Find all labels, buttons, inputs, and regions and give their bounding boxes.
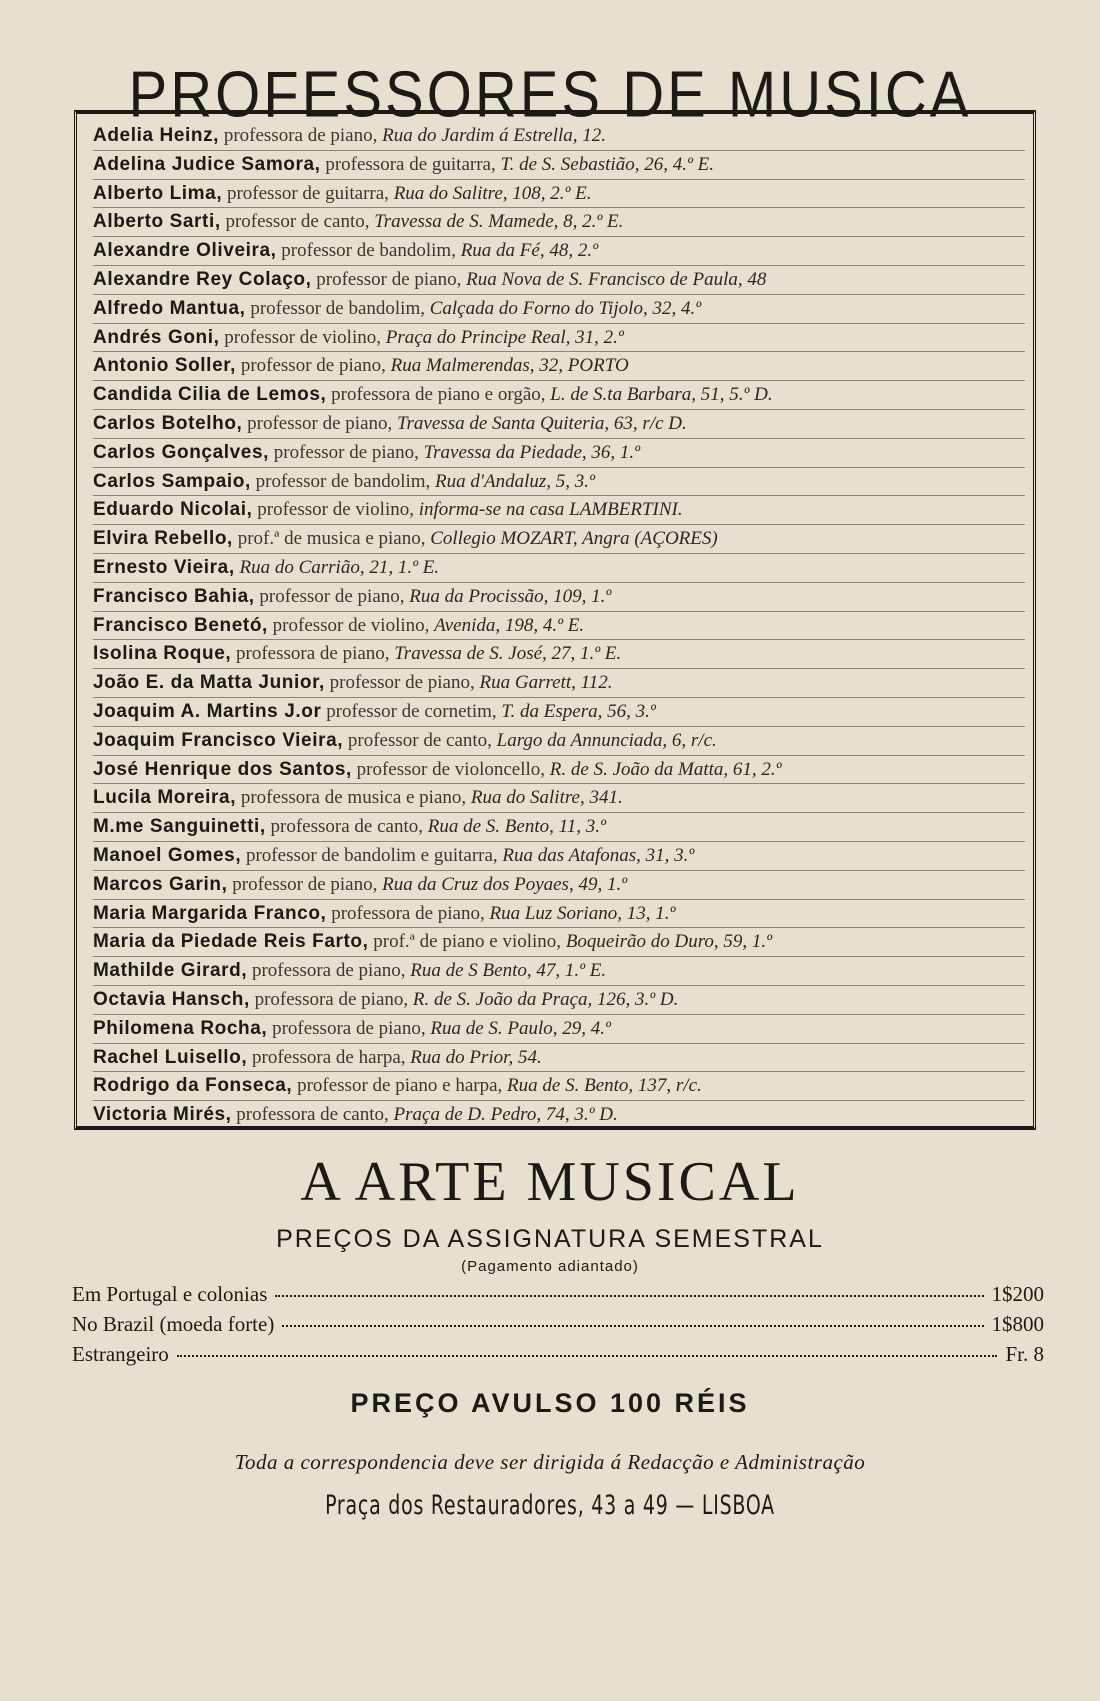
teacher-address: Praça de D. Pedro, 74, 3.º D. (393, 1104, 618, 1126)
teacher-role: professora de piano, (247, 960, 411, 982)
teacher-address: Rua Nova de S. Francisco de Paula, 48 (466, 268, 767, 290)
teacher-address: Rua Garrett, 112. (479, 672, 613, 694)
teacher-name: Francisco Benetó, (93, 614, 268, 636)
teacher-address: Travessa de S. Mamede, 8, 2.º E. (374, 211, 624, 233)
teacher-name: M.me Sanguinetti, (93, 816, 266, 838)
teacher-address: Travessa da Piedade, 36, 1.º (423, 441, 641, 463)
teacher-address: T. de S. Sebastião, 26, 4.º E. (500, 153, 714, 175)
teacher-address: Boqueirão do Duro, 59, 1.º (565, 931, 773, 953)
teacher-role: professor de piano, (254, 585, 410, 607)
teacher-row (93, 640, 1025, 669)
teacher-name: Andrés Goni, (93, 326, 220, 348)
teacher-role: professor de piano, (227, 873, 383, 895)
teacher-name: Carlos Sampaio, (93, 470, 251, 492)
magazine-name: A ARTE MUSICAL (300, 1151, 800, 1213)
teacher-address: Avenida, 198, 4.º E. (434, 614, 585, 636)
teacher-role: prof.ª de piano e violino, (368, 931, 566, 953)
teacher-name: Francisco Bahia, (93, 585, 255, 607)
teacher-role: professor de bandolim, (250, 470, 436, 492)
teacher-role: professora de piano, (326, 902, 490, 924)
teacher-role: professora de canto, (231, 1104, 394, 1126)
teacher-role: professora de piano, (267, 1017, 431, 1039)
teacher-role: professor de violoncello, (351, 758, 550, 780)
office-address: Praça dos Restauradores, 43 a 49 — LISBOA (325, 1490, 775, 1521)
teacher-row (93, 180, 1025, 209)
teacher-name: Rachel Luisello, (93, 1046, 248, 1068)
teacher-address: Rua do Salitre, 108, 2.º E. (393, 182, 592, 204)
teacher-row (93, 266, 1025, 295)
teacher-row (93, 410, 1025, 439)
teacher-address: Rua de S. Bento, 11, 3.º (427, 816, 606, 838)
teacher-address: Rua do Salitre, 341. (470, 787, 623, 809)
teacher-role: professor de piano, (311, 268, 467, 290)
teacher-row (93, 698, 1025, 727)
teacher-row (93, 208, 1025, 237)
teacher-name: Eduardo Nicolai, (93, 499, 253, 521)
teacher-row (93, 295, 1025, 324)
teacher-row (93, 900, 1025, 929)
teacher-row (93, 1072, 1025, 1101)
teacher-address: Rua da Procissão, 109, 1.º (409, 585, 612, 607)
teacher-address: Rua da Cruz dos Poyaes, 49, 1.º (382, 873, 628, 895)
teacher-row (93, 237, 1025, 266)
teacher-row (93, 612, 1025, 641)
teacher-address: Travessa de Santa Quiteria, 63, r/c D. (397, 412, 687, 434)
teacher-name: Joaquim Francisco Vieira, (93, 729, 344, 751)
teacher-row (93, 928, 1025, 957)
teacher-address: Praça do Principe Real, 31, 2.º (385, 326, 624, 348)
teacher-name: Manoel Gomes, (93, 844, 242, 866)
teacher-role: professor de violino, (219, 326, 386, 348)
teacher-role: professor de guitarra, (222, 182, 394, 204)
teacher-role: professor de piano, (324, 672, 480, 694)
teacher-name: Alexandre Rey Colaço, (93, 268, 312, 290)
teacher-name: Candida Cilia de Lemos, (93, 384, 327, 406)
correspondence-note: Toda a correspondencia deve ser dirigida á Redacção e Administração (234, 1450, 866, 1474)
teacher-row (93, 1101, 1025, 1129)
teacher-role: professora de piano, (249, 988, 413, 1010)
teacher-row (93, 554, 1025, 583)
teacher-name: Joaquim A. Martins J.or (93, 700, 322, 722)
teacher-row (93, 813, 1025, 842)
teacher-row (93, 986, 1025, 1015)
price-label: No Brazil (moeda forte) (72, 1312, 275, 1336)
teacher-role: professor de bandolim e guitarra, (241, 844, 503, 866)
teacher-directory (74, 110, 1036, 1130)
teacher-row (93, 122, 1025, 151)
teacher-role: professor de canto, (220, 211, 375, 233)
teacher-role: professora de guitarra, (320, 153, 501, 175)
teacher-name: José Henrique dos Santos, (93, 758, 352, 780)
teacher-row (93, 381, 1025, 410)
price-label: Em Portugal e colonias (72, 1282, 268, 1306)
teacher-role: professor de violino, (267, 614, 435, 636)
dot-leader (282, 1325, 983, 1327)
page-title: PROFESSORES DE MUSICA (128, 57, 972, 131)
teacher-role: professor de violino, (252, 499, 419, 521)
teacher-row (93, 756, 1025, 785)
teacher-address: R. de S. João da Praça, 126, 3.º D. (412, 988, 679, 1010)
teacher-name: Maria da Piedade Reis Farto, (93, 931, 369, 953)
teacher-role: professor de bandolim, (276, 240, 461, 262)
teacher-row (93, 324, 1025, 353)
teacher-role: professora de canto, (265, 816, 428, 838)
teacher-row (93, 439, 1025, 468)
teacher-row (93, 151, 1025, 180)
teacher-address: Rua do Jardim á Estrella, 12. (382, 125, 607, 146)
price-row (72, 1282, 1044, 1312)
teacher-row (93, 842, 1025, 871)
teacher-address: R. de S. João da Matta, 61, 2.º (549, 758, 782, 780)
teacher-address: Rua Luz Soriano, 13, 1.º (489, 902, 676, 924)
teacher-row (93, 468, 1025, 497)
teacher-address: Rua da Fé, 48, 2.º (460, 240, 598, 262)
teacher-row (93, 727, 1025, 756)
teacher-row (93, 1015, 1025, 1044)
price-row (72, 1342, 1044, 1372)
teacher-row (93, 871, 1025, 900)
teacher-role: professor de cornetim, (321, 700, 502, 722)
teacher-name: Philomena Rocha, (93, 1017, 268, 1039)
teacher-role: professor de piano, (242, 412, 398, 434)
teacher-address: Rua do Prior, 54. (410, 1046, 542, 1068)
teacher-address: informa-se na casa LAMBERTINI. (418, 499, 683, 521)
single-issue-price: PREÇO AVULSO 100 RÉIS (350, 1388, 750, 1418)
teacher-address: T. da Espera, 56, 3.º (501, 700, 656, 722)
teacher-name: Marcos Garin, (93, 873, 228, 895)
payment-note: (Pagamento adiantado) (461, 1258, 639, 1275)
teacher-address: Rua de S. Bento, 137, r/c. (507, 1075, 702, 1097)
teacher-name: Elvira Rebello, (93, 528, 233, 550)
teacher-role: professor de canto, (343, 729, 497, 751)
teacher-name: Adelina Judice Samora, (93, 153, 321, 175)
teacher-name: Maria Margarida Franco, (93, 902, 327, 924)
teacher-row (93, 957, 1025, 986)
teacher-name: Alberto Lima, (93, 182, 223, 204)
teacher-name: Mathilde Girard, (93, 960, 248, 982)
teacher-row (93, 496, 1025, 525)
teacher-address: Collegio MOZART, Angra (AÇORES) (430, 528, 718, 550)
teacher-name: Alberto Sarti, (93, 211, 221, 233)
dot-leader (177, 1355, 998, 1357)
teacher-name: Alexandre Oliveira, (93, 240, 277, 262)
teacher-name: Alfredo Mantua, (93, 297, 246, 319)
teacher-address: Calçada do Forno do Tijolo, 32, 4.º (429, 297, 702, 319)
teacher-name: João E. da Matta Junior, (93, 672, 325, 694)
teacher-name: Octavia Hansch, (93, 988, 250, 1010)
price-value: 1$200 (991, 1282, 1044, 1306)
teacher-role: professora de musica e piano, (236, 787, 471, 809)
price-value: 1$800 (991, 1312, 1044, 1336)
price-value: Fr. 8 (1005, 1342, 1044, 1366)
teacher-address: Travessa de S. José, 27, 1.º E. (394, 643, 622, 665)
teacher-row (93, 525, 1025, 554)
price-label: Estrangeiro (72, 1342, 169, 1366)
teacher-role: professor de piano, (269, 441, 424, 463)
teacher-role: professor de piano e harpa, (292, 1075, 508, 1097)
dot-leader (275, 1295, 983, 1297)
teacher-role: professora de harpa, (247, 1046, 411, 1068)
teacher-name: Carlos Gonçalves, (93, 441, 269, 463)
teacher-address: Largo da Annunciada, 6, r/c. (496, 729, 717, 751)
subscription-prices-heading: PREÇOS DA ASSIGNATURA SEMESTRAL (276, 1225, 824, 1253)
teacher-name: Antonio Soller, (93, 355, 237, 377)
teacher-name: Rodrigo da Fonseca, (93, 1075, 293, 1097)
teacher-role: professor de bandolim, (245, 297, 430, 319)
teacher-row (93, 669, 1025, 698)
price-row (72, 1312, 1044, 1342)
teacher-row (93, 1044, 1025, 1073)
teacher-name: Victoria Mirés, (93, 1104, 232, 1126)
teacher-role: professor de piano, (236, 355, 391, 377)
teacher-address: Rua de S Bento, 47, 1.º E. (410, 960, 607, 982)
teacher-row (93, 583, 1025, 612)
teacher-name: Isolina Roque, (93, 643, 232, 665)
teacher-address: Rua d'Andaluz, 5, 3.º (435, 470, 595, 492)
teacher-name: Lucila Moreira, (93, 787, 237, 809)
teacher-row (93, 784, 1025, 813)
teacher-role: professora de piano, (219, 125, 383, 146)
teacher-role: professora de piano e orgão, (326, 384, 551, 406)
teacher-role: professora de piano, (231, 643, 395, 665)
teacher-address: Rua das Atafonas, 31, 3.º (502, 844, 695, 866)
teacher-address: Rua de S. Paulo, 29, 4.º (430, 1017, 611, 1039)
teacher-address: Rua do Carrião, 21, 1.º E. (239, 556, 440, 578)
teacher-name: Ernesto Vieira, (93, 556, 235, 578)
teacher-name: Carlos Botelho, (93, 412, 243, 434)
teacher-name: Adelia Heinz, (93, 125, 220, 146)
teacher-address: Rua Malmerendas, 32, PORTO (390, 355, 629, 377)
teacher-address: L. de S.ta Barbara, 51, 5.º D. (550, 384, 773, 406)
teacher-role: prof.ª de musica e piano, (232, 528, 431, 550)
teacher-row (93, 352, 1025, 381)
